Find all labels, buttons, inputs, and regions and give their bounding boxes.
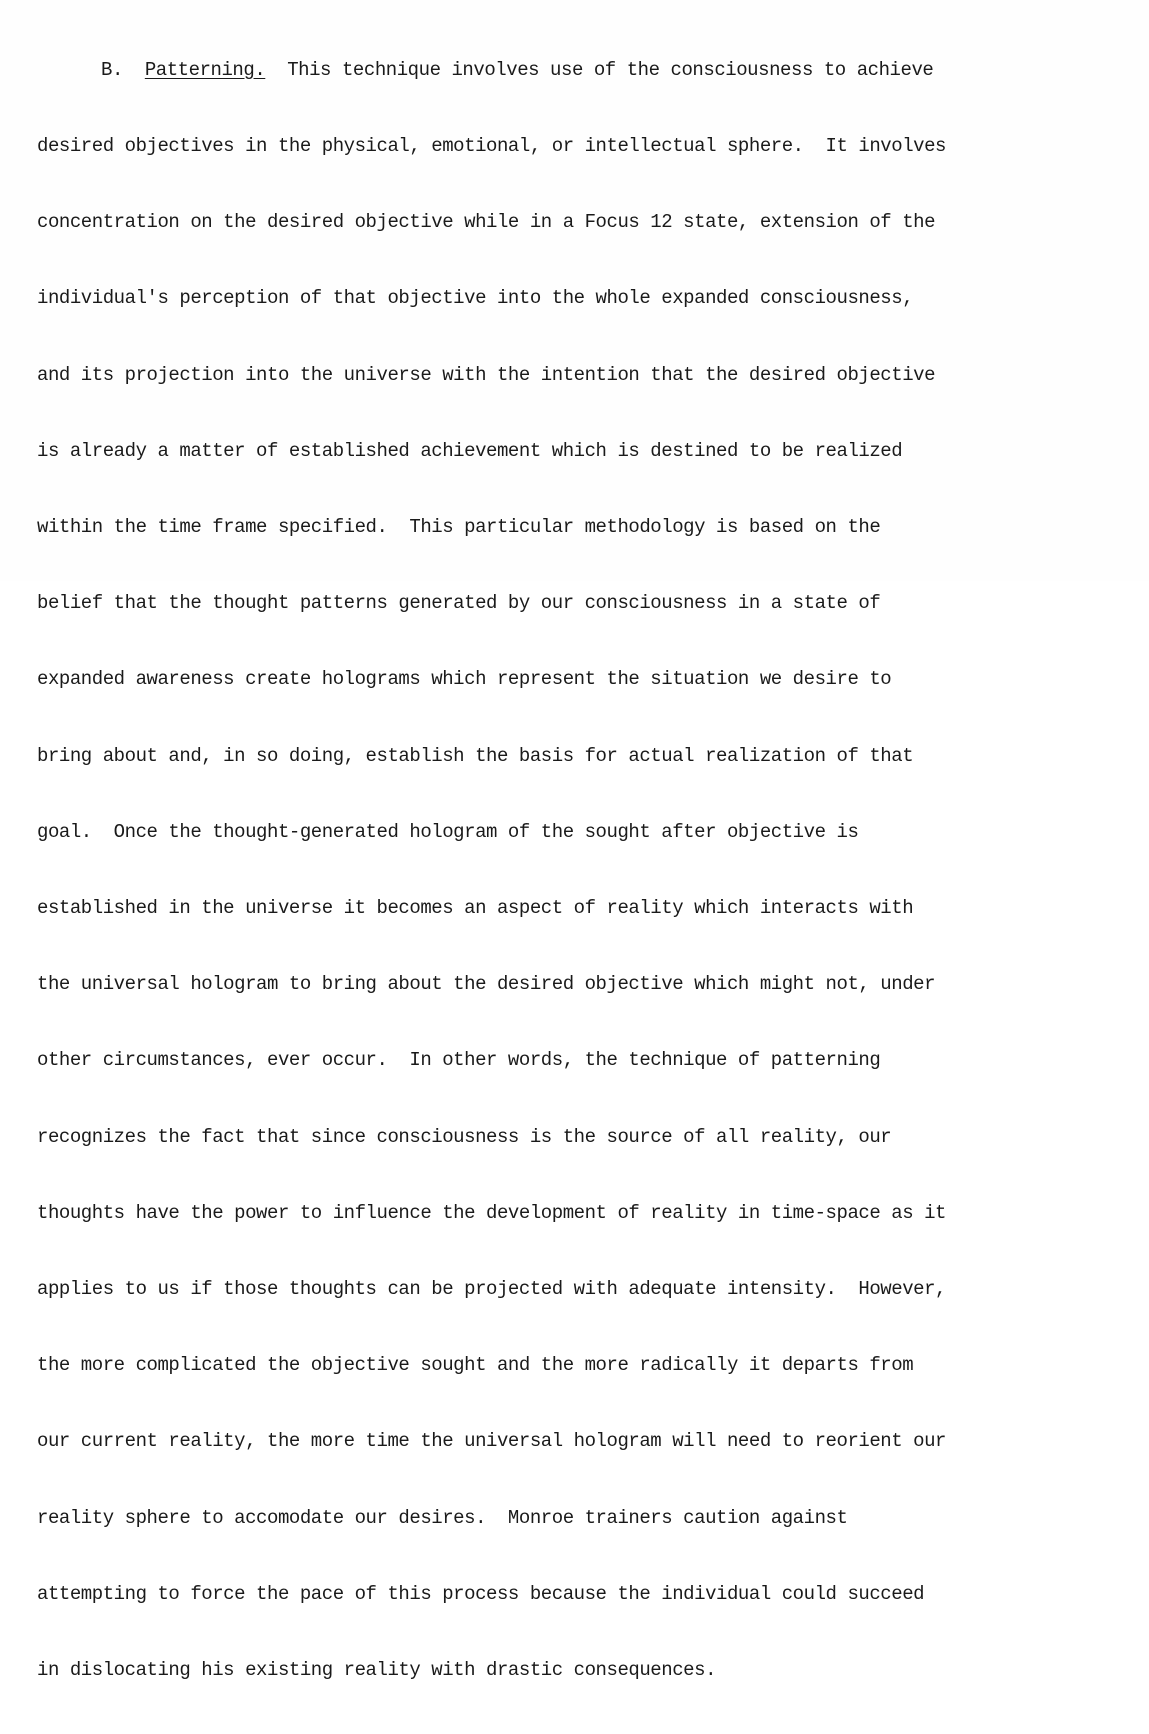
text-line: attempting to force the pace of this process because the individual could succeed — [37, 1582, 925, 1605]
section-marker: B. — [101, 58, 123, 81]
text-line: thoughts have the power to influence the development of reality in time-space as it — [37, 1201, 947, 1224]
section-heading: Patterning. — [144, 58, 266, 81]
text-line: desired objectives in the physical, emotional, or intellectual sphere. It involves — [37, 135, 947, 158]
text-line: reality sphere to accomodate our desires. Monroe trainers caution against — [37, 1506, 848, 1529]
paragraph-first-line — [37, 58, 946, 83]
text-line: goal. Once the thought-generated hologram of the sought after objective is — [37, 820, 859, 843]
first-line-text: This technique involves use of the consciousness to achieve — [287, 58, 934, 81]
text-line: is already a matter of established achievement which is destined to be realized — [37, 439, 903, 462]
text-line: recognizes the fact that since consciousness is the source of all reality, our — [37, 1125, 892, 1148]
text-line: other circumstances, ever occur. In other words, the technique of patterning — [37, 1049, 881, 1072]
text-line: the universal hologram to bring about the desired objective which might not, under — [37, 973, 936, 996]
text-line: within the time frame specified. This particular methodology is based on the — [37, 516, 881, 539]
text-line: our current reality, the more time the universal hologram will need to reorient our — [37, 1430, 947, 1453]
text-line: the more complicated the objective sought and the more radically it departs from — [37, 1354, 914, 1377]
text-line: individual's perception of that objective into the whole expanded consciousness, — [37, 287, 914, 310]
text-line: expanded awareness create holograms which represent the situation we desire to — [37, 668, 892, 691]
text-line: and its projection into the universe with the intention that the desired objective — [37, 363, 936, 386]
text-line: applies to us if those thoughts can be projected with adequate intensity. However, — [37, 1278, 947, 1301]
typewritten-paragraph — [37, 7, 946, 1734]
text-line: concentration on the desired objective while in a Focus 12 state, extension of the — [37, 211, 936, 234]
text-line: established in the universe it becomes an aspect of reality which interacts with — [37, 897, 914, 920]
text-line: bring about and, in so doing, establish the basis for actual realization of that — [37, 744, 914, 767]
text-line: belief that the thought patterns generated by our consciousness in a state of — [37, 592, 881, 615]
text-line: in dislocating his existing reality with drastic consequences. — [37, 1659, 717, 1682]
